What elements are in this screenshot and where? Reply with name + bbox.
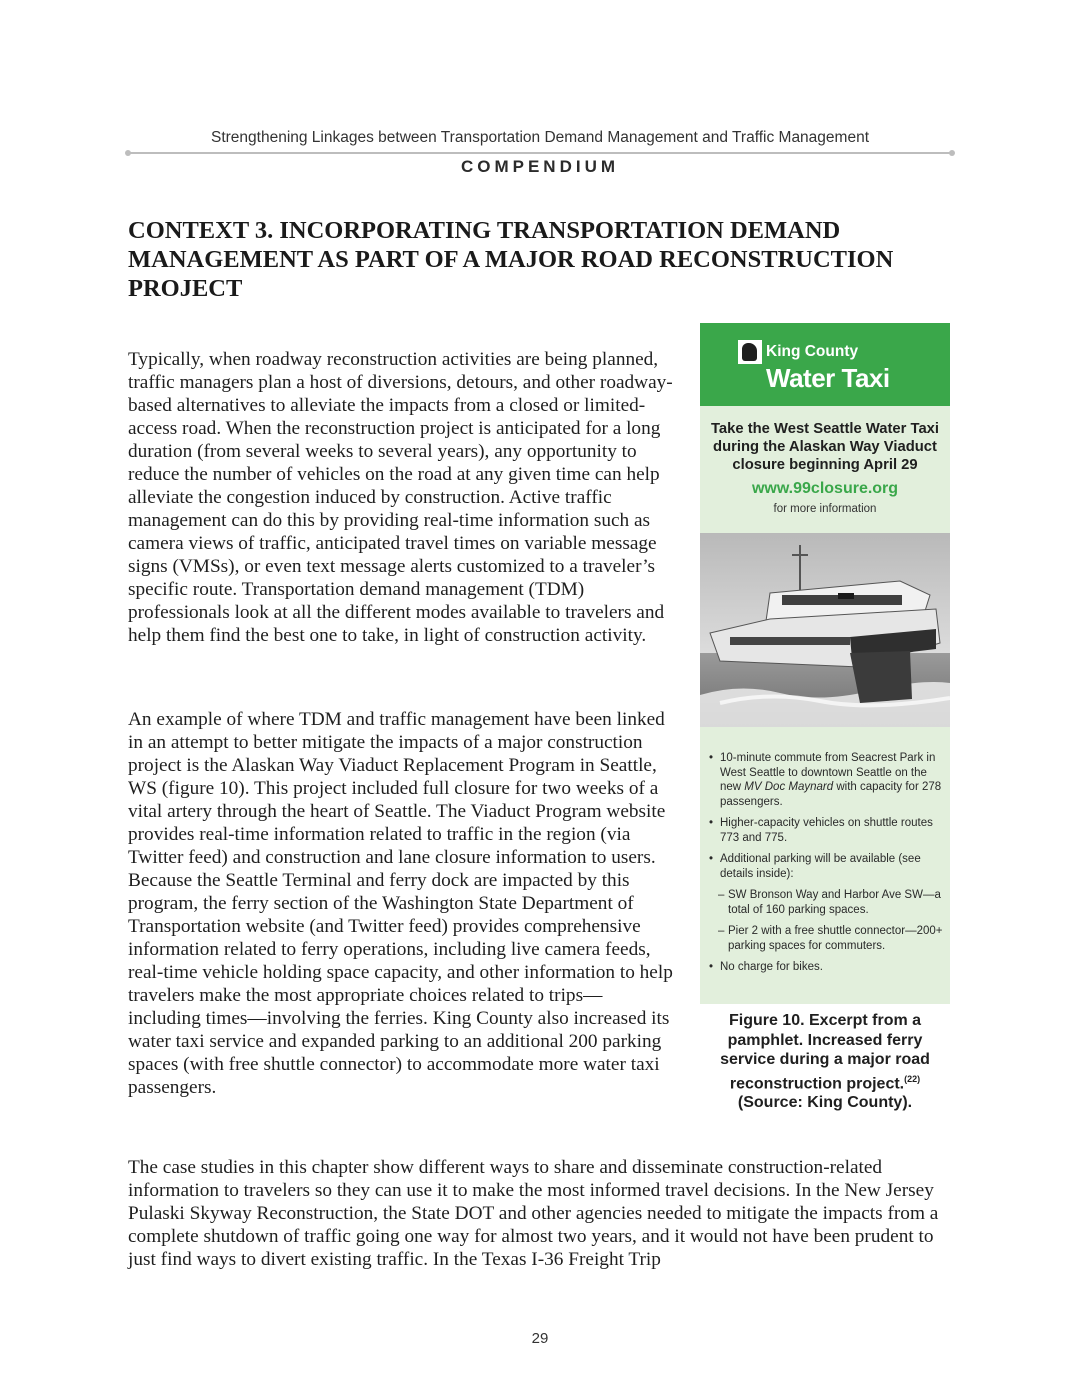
bullet-commute-pre: 10-minute commute from Seacrest Park in West Seattle to downtown Seattle on the new: [720, 752, 936, 793]
bullet-commute-post: with capacity for 278 passengers.: [720, 781, 942, 808]
pamphlet-bullet-list: [708, 751, 946, 982]
bullet-commute: [708, 751, 946, 809]
bullet-parking: • Additional parking will be available (see details inside):: [708, 852, 946, 881]
figure-caption-text: Figure 10. Excerpt from a pamphlet. Increased ferry service during a major road reconstruction project.: [720, 1012, 930, 1092]
brand-county: King County: [766, 343, 859, 360]
body-paragraph-1: Typically, when roadway reconstruction activities are being planned, traffic managers plan a host of diversions, detours, and other roadway-based alternatives to alleviate the impacts from a closed or limited-access road. When the reconstruction project is anticipated for a long duration (from several weeks to several years), any opportunity to reduce the number of vehicles on the road at any given time can help alleviate the congestion induced by construction. Active traffic management can do this by providing real-time information such as camera views of traffic, anticipated travel times on variable message signs (VMSs), or even text message alerts customized to a traveler’s specific route. Transportation demand management (TDM) professionals look at all the different modes available to travelers and help them find the best one to take, in light of construction activity.: [128, 349, 673, 646]
water-taxi-pamphlet: [700, 323, 950, 1004]
body-paragraph-3: The case studies in this chapter show different ways to share and disseminate construction-related information to travelers so they can use it to make the most informed travel decisions. In the New Jersey Pulaski Skyway Reconstruction, the State DOT and other agencies needed to mitigate the impacts from a complete shutdown of traffic going one way for almost two years, and it would not have been prudent to just find ways to divert existing traffic. In the Texas I-36 Freight Trip: [128, 1157, 939, 1270]
ferry-photo-icon: [700, 533, 950, 727]
brand-product: Water Taxi: [766, 363, 890, 393]
page-number: 29: [531, 1330, 549, 1347]
body-paragraph-2: An example of where TDM and traffic management have been linked in an attempt to better mitigate the impacts of a major construction project is the Alaskan Way Viaduct Replacement Program in Seattle, WS (figure 10). This project included full closure for two weeks of a vital artery through the heart of Seattle. The Viaduct Program website provides real-time information related to traffic in the region (via Twitter feed) and construction and lane closure information to users. Because the Seattle Terminal and ferry dock are impacted by this program, the ferry section of the Washington State Department of Transportation website (and Twitter feed) provides comprehensive information related to ferry operations, including live camera feeds, real-time vehicle holding space capacity, and other information to help travelers make the most appropriate choices related to trips—including times—involving the ferries. King County also increased its water taxi service and expanded parking to an additional 200 parking spaces (with free shuttle connector) to accommodate more water taxi passengers.: [128, 709, 673, 1098]
figure-caption: [700, 1011, 950, 1113]
pamphlet-headline: Take the West Seattle Water Taxi during the Alaskan Way Viaduct closure beginning April 29: [710, 421, 940, 473]
king-county-logo-icon: [738, 340, 762, 364]
figure-source: (Source: King County).: [737, 1094, 913, 1112]
pamphlet-more-info: for more information: [773, 503, 877, 515]
section-label: COMPENDIUM: [460, 157, 620, 176]
bullet-shuttle: • Higher-capacity vehicles on shuttle routes 773 and 775.: [708, 816, 946, 845]
running-header: Strengthening Linkages between Transportation Demand Management and Traffic Management: [210, 129, 870, 146]
chapter-title: CONTEXT 3. INCORPORATING TRANSPORTATION DEMAND MANAGEMENT AS PART OF A MAJOR ROAD RECONSTRUCTION PROJECT: [128, 217, 894, 302]
bullet-parking-pier2: – Pier 2 with a free shuttle connector—200+ parking spaces for commuters.: [708, 924, 946, 953]
figure-reference: (22): [904, 1073, 921, 1084]
bullet-parking-bronson: – SW Bronson Way and Harbor Ave SW—a total of 160 parking spaces.: [708, 888, 946, 917]
header-rule: [128, 152, 952, 154]
bullet-bikes: • No charge for bikes.: [708, 960, 946, 975]
ferry-illustration: [700, 533, 950, 727]
pamphlet-url: www.99closure.org: [751, 480, 899, 497]
bullet-commute-vessel: MV Doc Maynard: [744, 781, 834, 793]
pamphlet-header: [700, 323, 950, 406]
